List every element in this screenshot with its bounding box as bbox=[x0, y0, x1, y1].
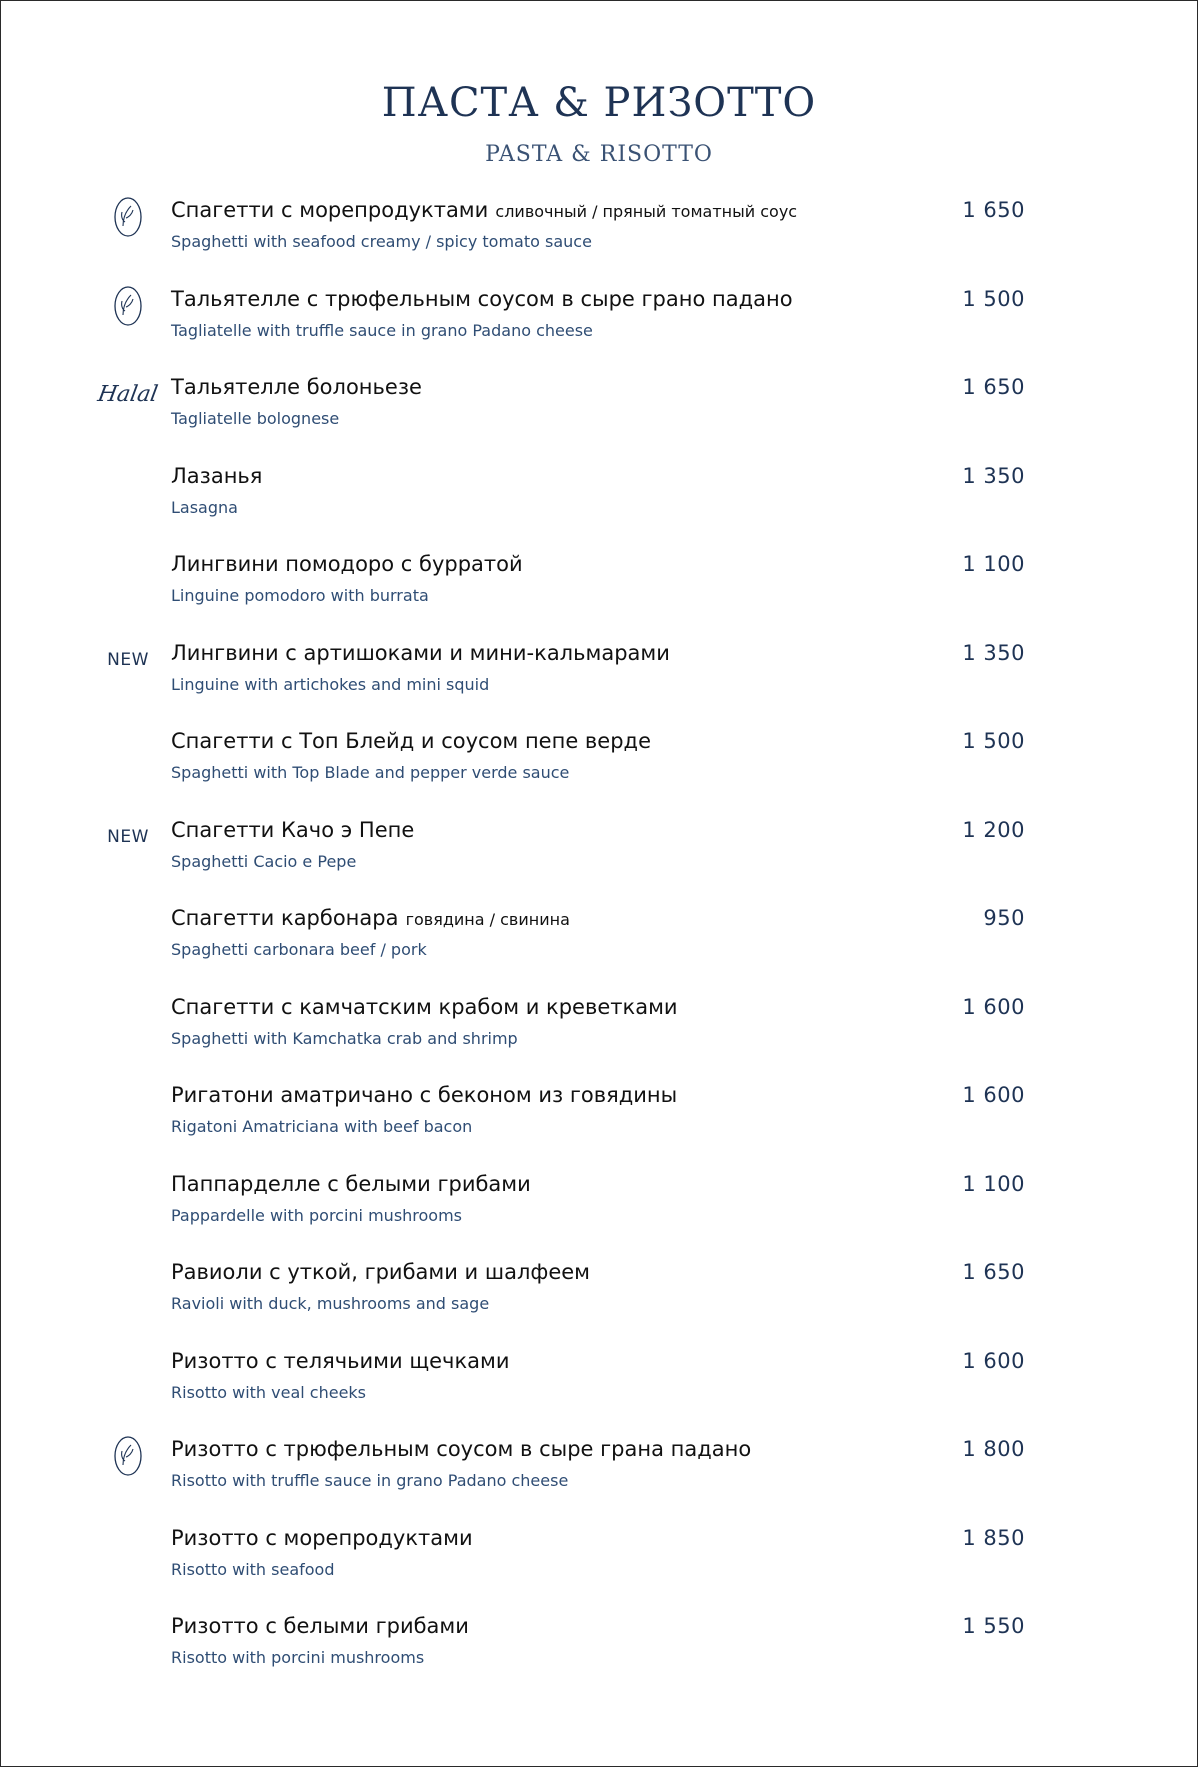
section-title-en: PASTA & RISOTTO bbox=[485, 142, 713, 167]
menu-item bbox=[1, 193, 1197, 282]
dish-price: 1 850 bbox=[962, 1525, 1025, 1550]
dish-name-ru: Спагетти с камчатским крабом и креветками bbox=[171, 994, 678, 1019]
empty-marker bbox=[97, 996, 159, 1032]
menu-item bbox=[1, 370, 1197, 459]
section-title-ru: ПАСТА & РИЗОТТО bbox=[381, 80, 817, 126]
empty-marker bbox=[97, 1173, 159, 1209]
dish-name-ru: Спагетти с морепродуктами bbox=[171, 198, 489, 222]
dish-name-line bbox=[171, 724, 937, 760]
menu-item bbox=[1, 1521, 1197, 1610]
dish-name-ru: Ригатони аматричано с беконом из говядины bbox=[171, 1083, 678, 1107]
dish-price: 1 350 bbox=[962, 463, 1025, 488]
menu-item bbox=[1, 282, 1197, 371]
dish-name-line bbox=[171, 1167, 937, 1203]
menu-item bbox=[1, 1609, 1197, 1698]
menu-item bbox=[1, 1344, 1197, 1433]
dish-name-en: Tagliatelle with truffle sauce in grano Padano cheese bbox=[171, 320, 593, 340]
dish-price: 1 650 bbox=[962, 198, 1025, 222]
dish-name-line bbox=[171, 370, 937, 406]
dish-price: 1 550 bbox=[962, 1614, 1025, 1638]
dish-name-ru: Лингвини помодоро с бурратой bbox=[171, 552, 523, 576]
empty-marker bbox=[97, 1261, 159, 1297]
dish-name-line bbox=[171, 1344, 937, 1380]
dish-name-ru: Ризотто с трюфельным соусом в сыре грана падано bbox=[171, 1437, 752, 1461]
dish-name-line bbox=[171, 459, 937, 495]
menu-header bbox=[1, 79, 1197, 169]
empty-marker bbox=[97, 1084, 159, 1120]
menu-item bbox=[1, 990, 1197, 1079]
dish-price: 1 650 bbox=[962, 375, 1025, 399]
new-badge-label: NEW bbox=[107, 649, 149, 670]
dish-name-en: Spaghetti with Top Blade and pepper verde sauce bbox=[171, 763, 570, 782]
menu-item bbox=[1, 459, 1197, 548]
dish-name-en: Tagliatelle bolognese bbox=[171, 409, 340, 428]
dish-name-line bbox=[171, 990, 937, 1026]
dish-name-en: Risotto with seafood bbox=[171, 1559, 335, 1579]
menu-item bbox=[1, 724, 1197, 813]
empty-marker bbox=[97, 1527, 159, 1563]
new-badge-label: NEW bbox=[107, 826, 149, 847]
dish-name-ru: Паппарделле с белыми грибами bbox=[171, 1171, 531, 1196]
dish-name-line bbox=[171, 1078, 937, 1114]
dish-note-ru: сливочный / пряный томатный соус bbox=[495, 202, 798, 221]
dish-name-line bbox=[171, 636, 937, 672]
dish-name-en: Pappardelle with porcini mushrooms bbox=[171, 1205, 463, 1225]
dish-name-en: Ravioli with duck, mushrooms and sage bbox=[171, 1294, 490, 1313]
dish-name-en: Linguine pomodoro with burrata bbox=[171, 586, 429, 605]
dish-price: 950 bbox=[983, 906, 1025, 930]
dish-name-line bbox=[171, 1432, 937, 1468]
halal-label: Halal bbox=[96, 381, 160, 407]
menu-item bbox=[1, 813, 1197, 902]
dish-price: 1 500 bbox=[962, 729, 1025, 753]
empty-marker bbox=[97, 465, 159, 501]
dish-price: 1 600 bbox=[962, 1348, 1025, 1373]
dish-name-line bbox=[171, 1521, 937, 1557]
dish-name-ru: Равиоли с уткой, грибами и шалфеем bbox=[171, 1260, 591, 1284]
dish-name-en: Risotto with porcini mushrooms bbox=[171, 1648, 425, 1667]
dish-price: 1 600 bbox=[962, 1083, 1025, 1107]
dish-price: 1 100 bbox=[962, 552, 1025, 576]
menu-item bbox=[1, 901, 1197, 990]
menu-item bbox=[1, 1167, 1197, 1256]
dish-name-ru: Ризотто с белыми грибами bbox=[171, 1614, 469, 1638]
vegetarian-leaf-icon bbox=[97, 288, 159, 324]
dish-name-en: Rigatoni Amatriciana with beef bacon bbox=[171, 1117, 473, 1136]
dish-name-en: Risotto with truffle sauce in grano Padano cheese bbox=[171, 1471, 569, 1490]
dish-name-en: Linguine with artichokes and mini squid bbox=[171, 674, 490, 694]
dish-name-ru: Спагетти с Топ Блейд и соусом пепе верде bbox=[171, 729, 651, 753]
dish-price: 1 650 bbox=[962, 1260, 1025, 1284]
menu-item bbox=[1, 636, 1197, 725]
dish-name-en: Lasagna bbox=[171, 497, 238, 517]
dish-name-en: Spaghetti with Kamchatka crab and shrimp bbox=[171, 1028, 518, 1048]
dish-name-line bbox=[171, 1255, 937, 1291]
dish-price: 1 800 bbox=[962, 1437, 1025, 1461]
empty-marker bbox=[97, 1615, 159, 1651]
dish-name-ru: Ризотто с телячьими щечками bbox=[171, 1348, 510, 1373]
dish-name-en: Spaghetti with seafood creamy / spicy tomato sauce bbox=[171, 232, 592, 251]
empty-marker bbox=[97, 1350, 159, 1386]
dish-price: 1 600 bbox=[962, 994, 1025, 1019]
dish-name-en: Spaghetti carbonara beef / pork bbox=[171, 940, 427, 959]
dish-name-line bbox=[171, 1609, 937, 1645]
dish-name-ru: Лазанья bbox=[171, 463, 263, 488]
dish-price: 1 100 bbox=[962, 1171, 1025, 1196]
dish-name-line bbox=[171, 813, 937, 849]
dish-name-ru: Тальятелле болоньезе bbox=[171, 375, 422, 399]
dish-name-ru: Спагетти Качо э Пепе bbox=[171, 817, 415, 842]
vegetarian-leaf-icon bbox=[97, 199, 159, 235]
empty-marker bbox=[97, 553, 159, 589]
dish-name-ru: Тальятелле с трюфельным соусом в сыре грано падано bbox=[171, 286, 793, 311]
menu-item bbox=[1, 547, 1197, 636]
dish-name-line bbox=[171, 282, 937, 318]
menu-item bbox=[1, 1255, 1197, 1344]
empty-marker bbox=[97, 907, 159, 943]
vegetarian-leaf-icon bbox=[97, 1438, 159, 1474]
new-badge bbox=[97, 642, 159, 678]
empty-marker bbox=[97, 730, 159, 766]
halal-mark bbox=[97, 376, 159, 412]
menu-item bbox=[1, 1432, 1197, 1521]
new-badge bbox=[97, 819, 159, 855]
dish-name-line bbox=[171, 193, 937, 229]
dish-name-line bbox=[171, 901, 937, 937]
dish-price: 1 500 bbox=[962, 286, 1025, 311]
menu-item bbox=[1, 1078, 1197, 1167]
dish-name-en: Spaghetti Cacio e Pepe bbox=[171, 851, 357, 871]
dish-note-ru: говядина / свинина bbox=[405, 910, 570, 929]
dish-name-ru: Ризотто с морепродуктами bbox=[171, 1525, 473, 1550]
dish-name-en: Risotto with veal cheeks bbox=[171, 1382, 367, 1402]
dish-price: 1 350 bbox=[962, 640, 1025, 665]
dish-name-ru: Спагетти карбонара bbox=[171, 906, 399, 930]
dish-name-line bbox=[171, 547, 937, 583]
dish-price: 1 200 bbox=[962, 817, 1025, 842]
menu-list bbox=[1, 193, 1197, 1698]
dish-name-ru: Лингвини с артишоками и мини-кальмарами bbox=[171, 640, 670, 665]
